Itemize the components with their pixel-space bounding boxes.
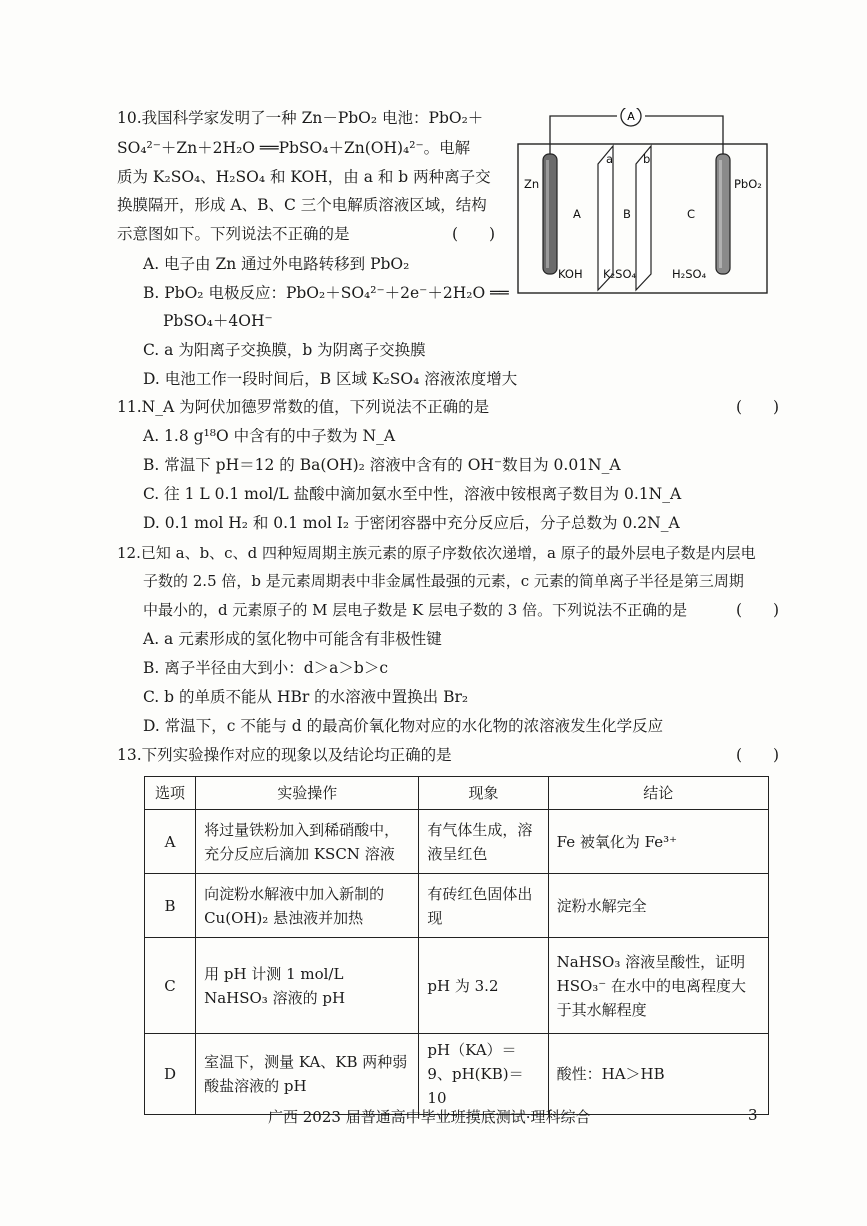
pbo2-label: PbO₂ [734, 177, 762, 191]
membrane-b-label: b [643, 152, 651, 166]
q10-option-a: A. 电子由 Zn 通过外电路转移到 PbO₂ [143, 255, 410, 273]
q10-line-2: SO₄²⁻＋Zn＋2H₂O ══PbSO₄＋Zn(OH)₄²⁻。电解 [117, 139, 471, 157]
k2so4-label: K₂SO₄ [603, 267, 637, 281]
page-footer [0, 1106, 867, 1128]
header-operation: 实验操作 [196, 777, 419, 810]
zn-electrode-shine [546, 160, 549, 268]
table-row [145, 810, 769, 874]
ammeter-label: A [627, 110, 635, 123]
row-conclusion: Fe 被氧化为 Fe³⁺ [548, 810, 768, 874]
membrane-a-label: a [606, 152, 614, 166]
q13-stem: 13.下列实验操作对应的现象以及结论均正确的是 [117, 746, 452, 764]
zone-a-label: A [573, 207, 581, 221]
q11-option-c: C. 往 1 L 0.1 mol/L 盐酸中滴加氨水至中性，溶液中铵根离子数目为 0.1N_A [143, 485, 682, 503]
q12-option-a: A. a 元素形成的氢化物中可能含有非极性键 [143, 630, 442, 648]
zone-c-label: C [687, 207, 696, 221]
q12-option-c: C. b 的单质不能从 HBr 的水溶液中置换出 Br₂ [143, 688, 469, 706]
q11-answer-paren: ( ) [736, 398, 780, 416]
q12-line-1: 12.已知 a、b、c、d 四种短周期主族元素的原子序数依次递增，a 原子的最外层电子数是内层电 [117, 544, 756, 562]
q12-option-b: B. 离子半径由大到小：d＞a＞b＞c [143, 659, 389, 677]
header-option: 选项 [145, 777, 196, 810]
row-option: D [145, 1034, 196, 1115]
row-option: A [145, 810, 196, 874]
battery-diagram [517, 108, 768, 294]
q11-option-d: D. 0.1 mol H₂ 和 0.1 mol I₂ 于密闭容器中充分反应后，分子总数为 0.2N_A [143, 514, 680, 532]
row-phenomenon: pH（KA）＝9、pH(KB)＝10 [419, 1034, 548, 1115]
footer-title: 广西 2023 届普通高中毕业班摸底测试·理科综合 [268, 1108, 591, 1126]
table-header-row [145, 777, 769, 810]
q10-line-3: 质为 K₂SO₄、H₂SO₄ 和 KOH，由 a 和 b 两种离子交 [117, 168, 491, 186]
row-conclusion: 酸性：HA＞HB [548, 1034, 768, 1115]
membrane-b [636, 146, 651, 290]
page-number: 3 [748, 1106, 758, 1124]
zn-label: Zn [524, 177, 540, 191]
row-operation: 向淀粉水解液中加入新制的 Cu(OH)₂ 悬浊液并加热 [196, 874, 419, 938]
q12-line-3: 中最小的，d 元素原子的 M 层电子数是 K 层电子数的 3 倍。下列说法不正确的是 [143, 601, 688, 619]
q13-answer-paren: ( ) [736, 746, 780, 764]
row-operation: 室温下，测量 KA、KB 两种弱酸盐溶液的 pH [196, 1034, 419, 1115]
wire-right [645, 116, 723, 154]
pbo2-electrode-shine [719, 160, 722, 268]
q11-option-a: A. 1.8 g¹⁸O 中含有的中子数为 N_A [143, 427, 396, 445]
q10-line-4: 换膜隔开，形成 A、B、C 三个电解质溶液区域，结构 [117, 196, 487, 214]
zn-electrode [543, 154, 557, 274]
row-operation: 将过量铁粉加入到稀硝酸中，充分反应后滴加 KSCN 溶液 [196, 810, 419, 874]
row-operation: 用 pH 计测 1 mol/L NaHSO₃ 溶液的 pH [196, 938, 419, 1034]
q13-options-table [144, 776, 769, 1115]
q12-answer-paren: ( ) [736, 601, 780, 619]
koh-label: KOH [558, 267, 583, 281]
header-conclusion: 结论 [548, 777, 768, 810]
q10-line-5: 示意图如下。下列说法不正确的是 [117, 225, 350, 243]
h2so4-label: H₂SO₄ [672, 267, 707, 281]
row-phenomenon: 有气体生成，溶液呈红色 [419, 810, 548, 874]
table-row [145, 874, 769, 938]
table-row [145, 938, 769, 1034]
header-phenomenon: 现象 [419, 777, 548, 810]
q12-option-d: D. 常温下，c 不能与 d 的最高价氧化物对应的水化物的浓溶液发生化学反应 [143, 717, 664, 735]
q10-option-c: C. a 为阳离子交换膜，b 为阴离子交换膜 [143, 341, 426, 359]
q11-stem: 11.N_A 为阿伏加德罗常数的值，下列说法不正确的是 [117, 398, 490, 416]
q10-option-b-line-1: B. PbO₂ 电极反应：PbO₂＋SO₄²⁻＋2e⁻＋2H₂O ══ [143, 284, 509, 302]
row-option: C [145, 938, 196, 1034]
pbo2-electrode [716, 154, 730, 274]
row-phenomenon: 有砖红色固体出现 [419, 874, 548, 938]
row-option: B [145, 874, 196, 938]
row-phenomenon: pH 为 3.2 [419, 938, 548, 1034]
row-conclusion: NaHSO₃ 溶液呈酸性，证明 HSO₃⁻ 在水中的电离程度大于其水解程度 [548, 938, 768, 1034]
q11-option-b: B. 常温下 pH＝12 的 Ba(OH)₂ 溶液中含有的 OH⁻数目为 0.01N_A [143, 456, 621, 474]
wire-left [550, 116, 617, 154]
q12-line-2: 子数的 2.5 倍，b 是元素周期表中非金属性最强的元素，c 元素的简单离子半径是第三周期 [143, 572, 744, 590]
table-row [145, 1034, 769, 1115]
zone-b-label: B [623, 207, 631, 221]
row-conclusion: 淀粉水解完全 [548, 874, 768, 938]
q10-line-1: 10.我国科学家发明了一种 Zn－PbO₂ 电池：PbO₂＋ [117, 109, 484, 127]
q10-answer-paren: ( ) [452, 225, 496, 243]
q10-option-d: D. 电池工作一段时间后，B 区域 K₂SO₄ 溶液浓度增大 [143, 370, 518, 388]
q10-option-b-line-2: PbSO₄＋4OH⁻ [163, 312, 273, 330]
